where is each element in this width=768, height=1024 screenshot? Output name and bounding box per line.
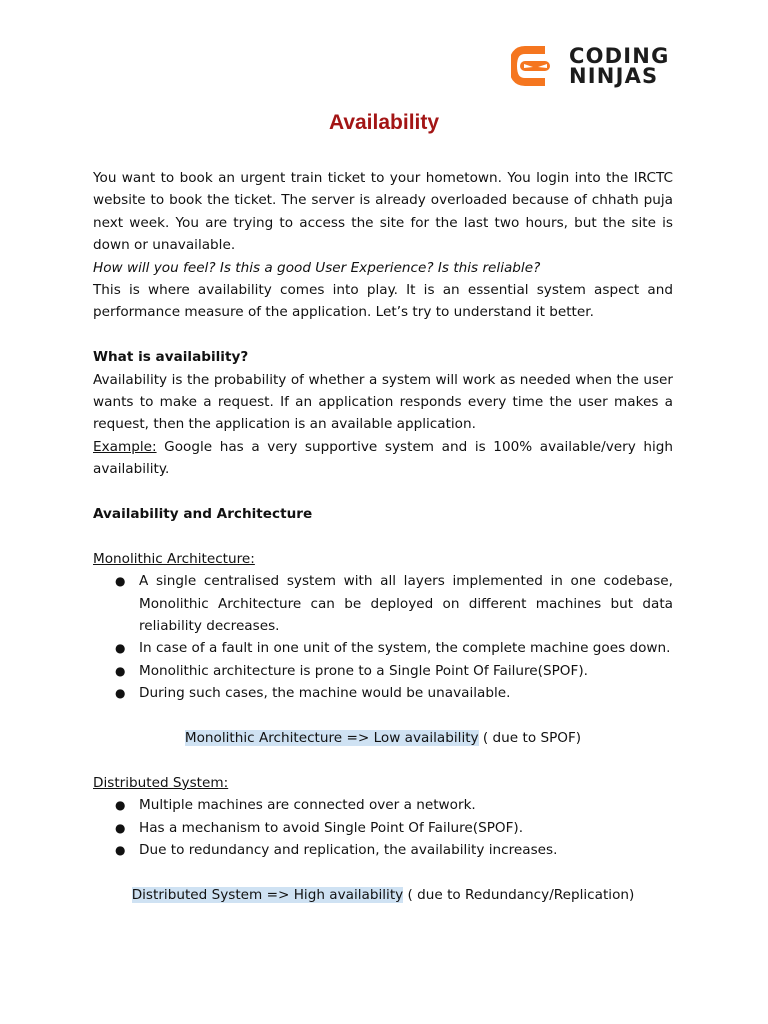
monolithic-summary-highlight: Monolithic Architecture => Low availability: [184, 730, 479, 747]
distributed-summary: [93, 884, 673, 906]
bullet-icon: ●: [115, 820, 126, 835]
distributed-label: Distributed System:: [93, 774, 229, 791]
what-is-body: Availability is the probability of whether a system will work as needed when the user wants to make a request. If an application responds every time the user makes a request, then the application is an available application.: [93, 371, 673, 433]
page-title: Availability: [328, 111, 440, 134]
list-item: ● Monolithic architecture is prone to a Single Point Of Failure(SPOF).: [93, 660, 673, 682]
monolithic-summary-rest: ( due to SPOF): [478, 730, 582, 747]
document-body: [93, 167, 673, 906]
intro-paragraph: You want to book an urgent train ticket to your hometown. You login into the IRCTC website to book the ticket. The server is already overloaded because of chhath puja next week. You are trying to access the site for the last two hours, but the site is down or unavailable.: [93, 170, 673, 254]
intro-question: How will you feel? Is this a good User Experience? Is this reliable?: [93, 259, 541, 276]
brand-name-line2: NINJAS: [569, 64, 659, 88]
list-item: ● During such cases, the machine would be unavailable.: [93, 682, 673, 704]
distributed-list: [93, 794, 673, 861]
example-label: Example:: [93, 438, 157, 455]
list-item: ● Multiple machines are connected over a network.: [93, 794, 673, 816]
example-text: Google has a very supportive system and is 100% available/very high availability.: [93, 438, 673, 478]
brand-logo: [511, 44, 691, 90]
example-paragraph: [93, 436, 673, 481]
what-is-heading: What is availability?: [93, 349, 249, 366]
architecture-heading: Availability and Architecture: [93, 506, 313, 523]
list-item: ● Due to redundancy and replication, the availability increases.: [93, 839, 673, 861]
list-item: ● Has a mechanism to avoid Single Point Of Failure(SPOF).: [93, 817, 673, 839]
bullet-icon: ●: [115, 663, 126, 678]
monolithic-summary: [93, 727, 673, 749]
intro-closing: This is where availability comes into play. It is an essential system aspect and performance measure of the application. Let’s try to understand it better.: [93, 282, 673, 321]
bullet-icon: ●: [115, 574, 126, 589]
list-item: ● In case of a fault in one unit of the system, the complete machine goes down.: [93, 637, 673, 659]
bullet-icon: ●: [115, 798, 126, 813]
list-item: ● A single centralised system with all layers implemented in one codebase, Monolithic Architecture can be deployed on different machines but data reliability decreases.: [93, 570, 673, 637]
monolithic-list: [93, 570, 673, 704]
brand-name-line1: CODING: [569, 44, 670, 68]
ninja-head-icon: [511, 46, 561, 86]
monolithic-label: Monolithic Architecture:: [93, 550, 255, 567]
bullet-icon: ●: [115, 686, 126, 701]
bullet-icon: ●: [115, 641, 126, 656]
distributed-summary-rest: ( due to Redundancy/Replication): [403, 886, 635, 903]
distributed-summary-highlight: Distributed System => High availability: [131, 886, 404, 903]
bullet-icon: ●: [115, 843, 126, 858]
